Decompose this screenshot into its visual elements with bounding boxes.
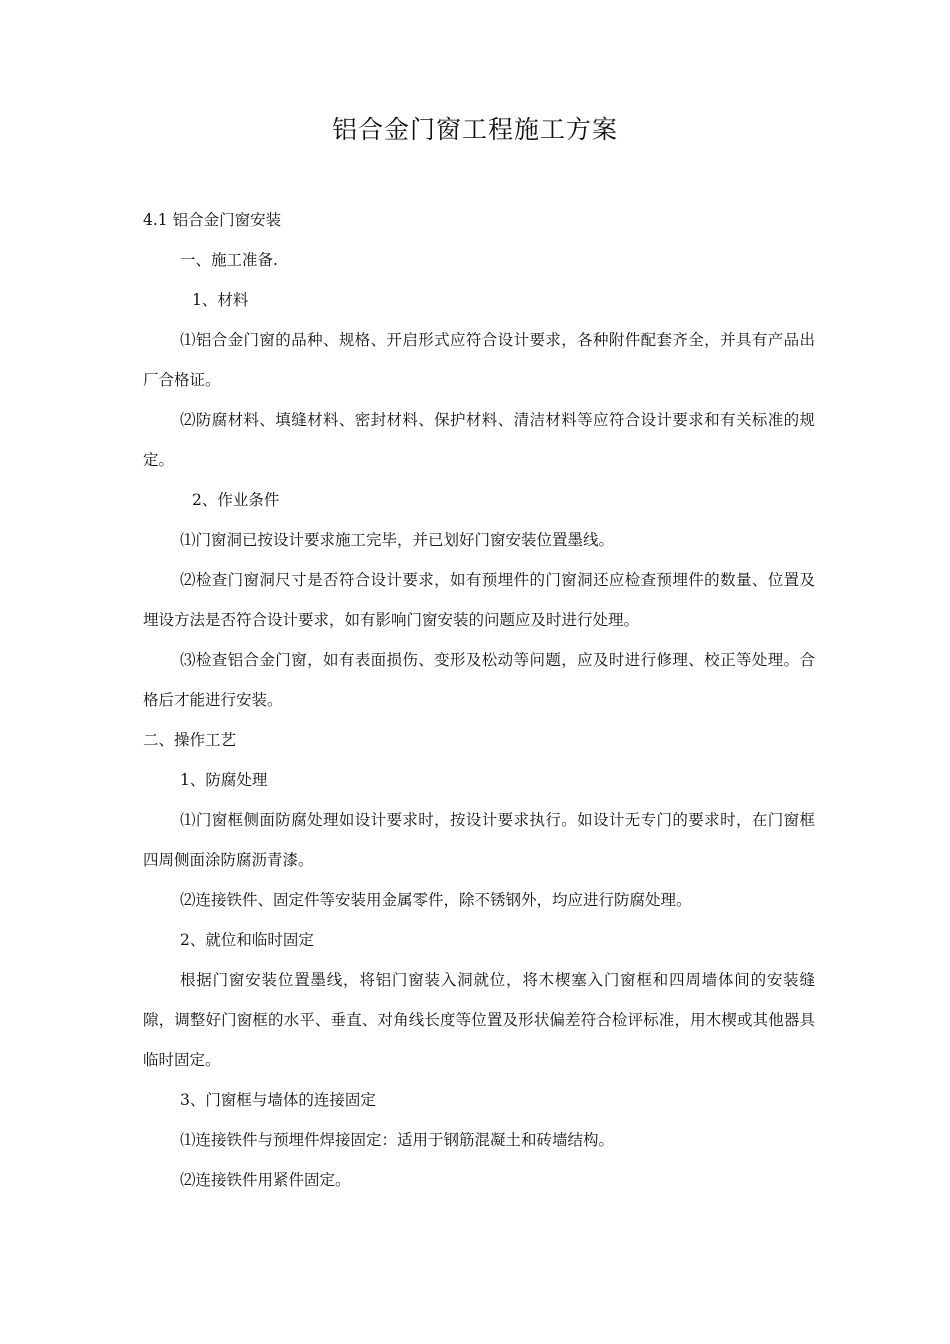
subheading-anticorrosion: 1、防腐处理	[180, 771, 268, 789]
document-title: 铝合金门窗工程施工方案	[331, 115, 618, 144]
paragraph-fixing-1: ⑴连接铁件与预埋件焊接固定：适用于钢筋混凝土和砖墙结构。	[180, 1131, 615, 1149]
paragraph-positioning: 根据门窗安装位置墨线，将铝门窗装入洞就位，将木楔塞入门窗框和四周墙体间的安装缝隙，调整好门窗框的水平、垂直、对角线长度等位置及形状偏差符合检评标准，用木楔或其他器具临时固定。	[143, 971, 815, 1069]
paragraph-materials-2: ⑵防腐材料、填缝材料、密封材料、保护材料、清洁材料等应符合设计要求和有关标准的规定。	[143, 411, 815, 469]
part-heading-process: 二、操作工艺	[143, 731, 237, 749]
subheading-work-conditions: 2、作业条件	[192, 491, 280, 509]
paragraph-conditions-2: ⑵检查门窗洞尺寸是否符合设计要求，如有预埋件的门窗洞还应检查预埋件的数量、位置及埋设方法是否符合设计要求，如有影响门窗安装的问题应及时进行处理。	[143, 571, 815, 629]
paragraph-conditions-1: ⑴门窗洞已按设计要求施工完毕，并已划好门窗安装位置墨线。	[180, 531, 615, 549]
section-heading: 4.1 铝合金门窗安装	[143, 211, 282, 229]
paragraph-materials-1: ⑴铝合金门窗的品种、规格、开启形式应符合设计要求，各种附件配套齐全，并具有产品出厂合格证。	[143, 331, 815, 389]
part-heading-preparation: 一、施工准备.	[180, 251, 278, 269]
subheading-materials: 1、材料	[192, 291, 249, 309]
paragraph-anticorrosion-2: ⑵连接铁件、固定件等安装用金属零件，除不锈钢外，均应进行防腐处理。	[180, 891, 692, 909]
subheading-frame-fixing: 3、门窗框与墙体的连接固定	[180, 1091, 376, 1109]
document-body	[143, 200, 815, 1200]
paragraph-anticorrosion-1: ⑴门窗框侧面防腐处理如设计要求时，按设计要求执行。如设计无专门的要求时，在门窗框四周侧面涂防腐沥青漆。	[143, 811, 815, 869]
subheading-positioning: 2、就位和临时固定	[180, 931, 314, 949]
paragraph-fixing-2: ⑵连接铁件用紧件固定。	[180, 1171, 351, 1189]
paragraph-conditions-3: ⑶检查铝合金门窗，如有表面损伤、变形及松动等问题，应及时进行修理、校正等处理。合格后才能进行安装。	[143, 651, 815, 709]
